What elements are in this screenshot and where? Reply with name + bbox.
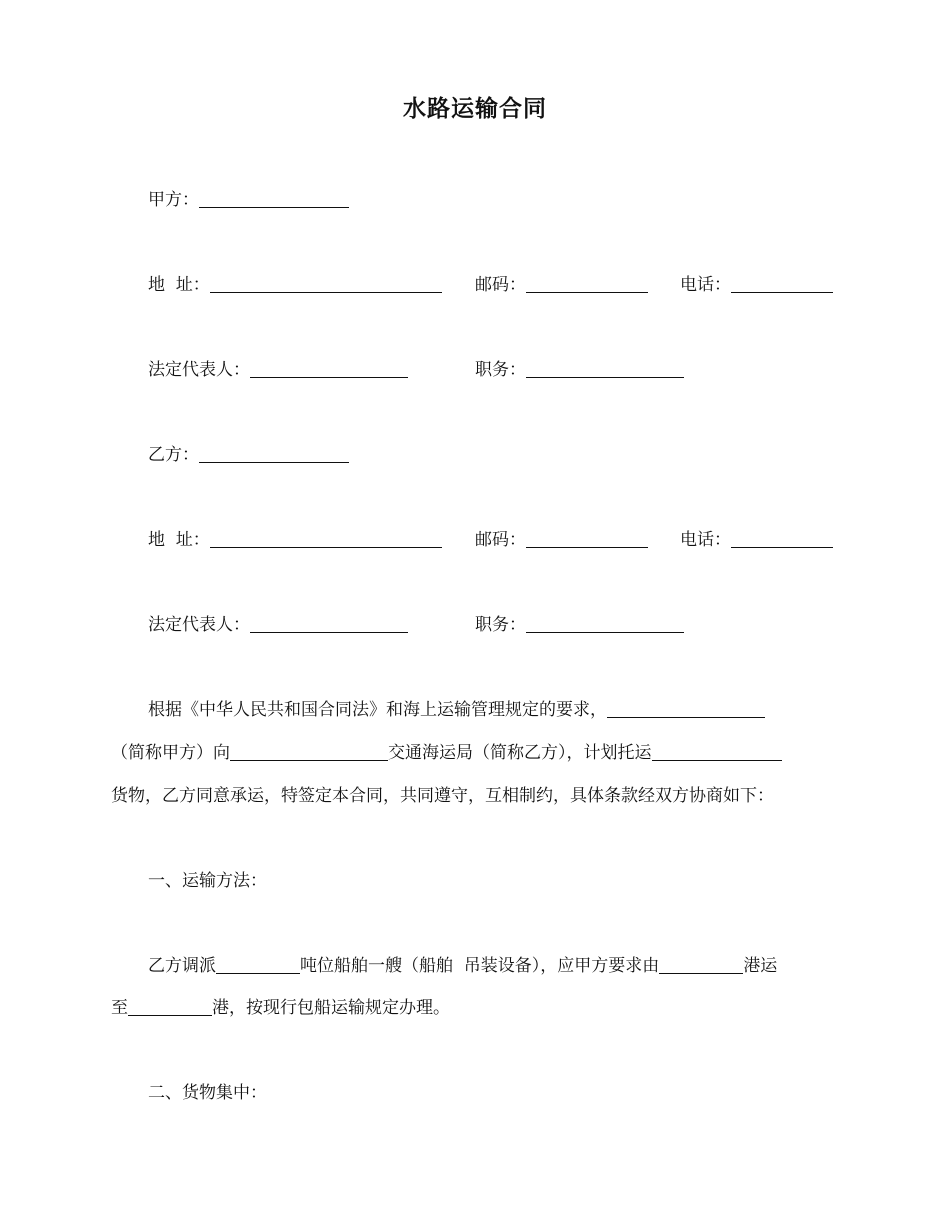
party-a-phone-field[interactable] [731, 274, 833, 293]
intro-line-1 [148, 698, 765, 722]
section-1-line-2-b: 港，按现行包船运输规定办理。 [212, 998, 450, 1018]
party-b-postcode-label: 邮码： [475, 530, 526, 550]
section-1-line-1-b: 吨位船舶一艘（船舶 吊装设备），应甲方要求由 [300, 956, 660, 976]
party-a-rep-label: 法定代表人： [148, 360, 250, 380]
party-a-postcode-label: 邮码： [475, 275, 526, 295]
party-a-title-field[interactable] [526, 359, 684, 378]
party-a-name-field[interactable] [199, 189, 349, 208]
party-b-title-label: 职务： [475, 615, 526, 635]
tonnage-field[interactable] [216, 955, 300, 974]
party-a-address-field[interactable] [210, 274, 442, 293]
party-a-rep-row [148, 358, 408, 382]
party-b-address-label: 地 址： [148, 530, 210, 550]
intro-carrier-field[interactable] [230, 742, 388, 761]
party-b-postcode-row [475, 528, 648, 552]
section-1-line-2-a: 至 [111, 998, 128, 1018]
intro-line-2-a: （简称甲方）向 [111, 743, 230, 763]
party-a-postcode-field[interactable] [526, 274, 648, 293]
party-b-name-field[interactable] [199, 444, 349, 463]
origin-port-field[interactable] [659, 955, 743, 974]
section-1-line-1-a: 乙方调派 [148, 956, 216, 976]
party-a-row [148, 188, 349, 212]
intro-cargo-field[interactable] [652, 742, 782, 761]
party-b-phone-row [680, 528, 833, 552]
destination-port-field[interactable] [128, 997, 212, 1016]
party-b-rep-field[interactable] [250, 614, 408, 633]
section-1-line-2 [111, 996, 450, 1020]
party-b-title-field[interactable] [526, 614, 684, 633]
party-a-phone-row [680, 273, 833, 297]
party-a-title-label: 职务： [475, 360, 526, 380]
party-b-phone-label: 电话： [680, 530, 731, 550]
intro-line-2-b: 交通海运局（简称乙方），计划托运 [388, 743, 652, 763]
section-1-line-1-c: 港运 [743, 956, 778, 976]
party-a-rep-field[interactable] [250, 359, 408, 378]
party-b-label: 乙方： [148, 445, 199, 465]
party-b-postcode-field[interactable] [526, 529, 648, 548]
party-b-rep-row [148, 613, 408, 637]
section-1-line-1 [148, 954, 777, 978]
party-b-address-field[interactable] [210, 529, 442, 548]
party-a-title-row [475, 358, 684, 382]
intro-line-1-text: 根据《中华人民共和国合同法》和海上运输管理规定的要求， [148, 700, 607, 720]
party-b-row [148, 443, 349, 467]
party-a-label: 甲方： [148, 190, 199, 210]
party-a-phone-label: 电话： [680, 275, 731, 295]
section-2-heading: 二、货物集中： [148, 1083, 267, 1103]
page-title: 水路运输合同 [403, 96, 547, 122]
party-b-address-row [148, 528, 442, 552]
party-b-phone-field[interactable] [731, 529, 833, 548]
party-a-postcode-row [475, 273, 648, 297]
section-1-heading: 一、运输方法： [148, 871, 267, 891]
intro-line-2 [111, 741, 782, 765]
intro-shipper-field[interactable] [607, 699, 765, 718]
intro-line-3: 货物，乙方同意承运，特签定本合同，共同遵守，互相制约，具体条款经双方协商如下： [111, 786, 774, 806]
party-a-address-row [148, 273, 442, 297]
party-a-address-label: 地 址： [148, 275, 210, 295]
party-b-title-row [475, 613, 684, 637]
party-b-rep-label: 法定代表人： [148, 615, 250, 635]
